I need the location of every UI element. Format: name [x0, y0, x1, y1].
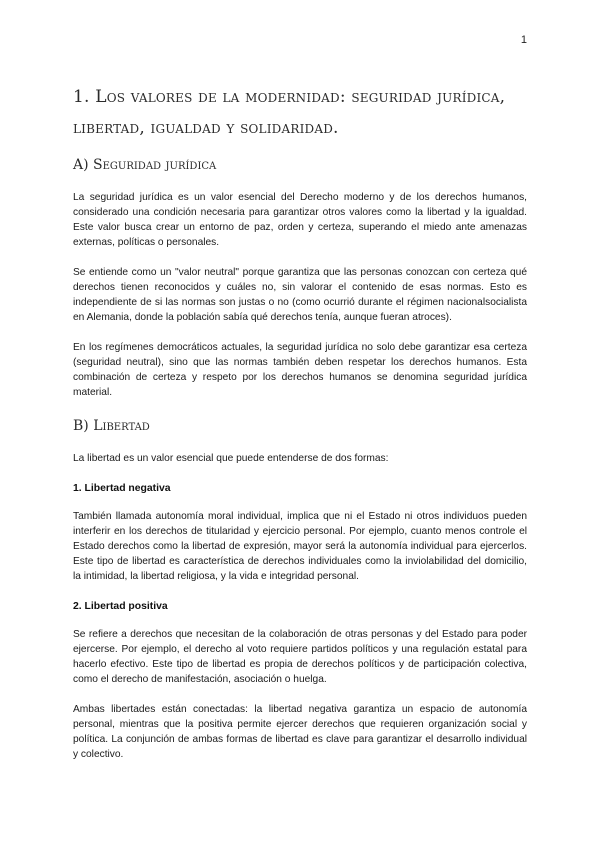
paragraph-libertad-intro: La libertad es un valor esencial que puede entenderse de dos formas:: [73, 453, 389, 464]
subheading-libertad-positiva: 2. Libertad positiva: [73, 601, 168, 612]
paragraph-seguridad-3: En los regímenes democráticos actuales, la seguridad jurídica no solo debe garantizar esa certeza (seguridad neutral), sino que las normas también deben respetar los derechos humanos. Esta combinación de certeza y respeto por los derechos humanos se denomina seguridad jurídica material.: [73, 342, 527, 398]
paragraph-seguridad-1: La seguridad jurídica es un valor esencial del Derecho moderno y de los derechos humanos, considerado una condición necesaria para garantizar otros valores como la libertad y la igualdad. Este valor busca crear un entorno de paz, orden y certeza, superando el miedo ante amenazas externas, políticas o personales.: [73, 192, 527, 248]
page-number: 1: [520, 34, 527, 46]
document-body: [73, 82, 527, 777]
paragraph-libertad-conclusion: Ambas libertades están conectadas: la libertad negativa garantiza un espacio de autonomía personal, mientras que la positiva permite ejercer derechos que requieren organización social y política. La conjunción de ambas formas de libertad es clave para garantizar el desarrollo individual y colectivo.: [73, 704, 527, 760]
paragraph-libertad-negativa: También llamada autonomía moral individual, implica que ni el Estado ni otros individuos pueden interferir en los derechos de titularidad y ejercicio personal. Por ejemplo, cuanto menos controle el Estado derechos como la libertad de expresión, mayor será la autonomía individual para ejercerlos. Este tipo de libertad es característica de derechos individuales como la inviolabilidad del domicilio, la intimidad, la libertad religiosa, y la vida e integridad personal.: [73, 511, 527, 582]
paragraph-libertad-positiva: Se refiere a derechos que necesitan de la colaboración de otras personas y del Estado para poder ejercerse. Por ejemplo, el derecho al voto requiere partidos políticos y una regulación estatal para hacerlo efectivo. Este tipo de libertad es propia de derechos políticos y de participación colectiva, como el derecho de manifestación, asociación o huelga.: [73, 629, 527, 685]
document-title: 1. Los valores de la modernidad: seguridad jurídica, libertad, igualdad y solidaridad.: [73, 87, 506, 138]
paragraph-seguridad-2: Se entiende como un "valor neutral" porque garantiza que las personas conozcan con certeza qué derechos tienen reconocidos y cuáles no, sin valorar el contenido de esas normas. Esto es independiente de si las normas son justas o no (como ocurrió durante el régimen nacionalsocialista en Alemania, donde la población sabía qué derechos tenía, aunque fueran atroces).: [73, 267, 527, 323]
section-heading-seguridad-juridica: A) Seguridad jurídica: [73, 157, 217, 173]
section-heading-libertad: B) Libertad: [73, 418, 150, 434]
subheading-libertad-negativa: 1. Libertad negativa: [73, 483, 171, 494]
